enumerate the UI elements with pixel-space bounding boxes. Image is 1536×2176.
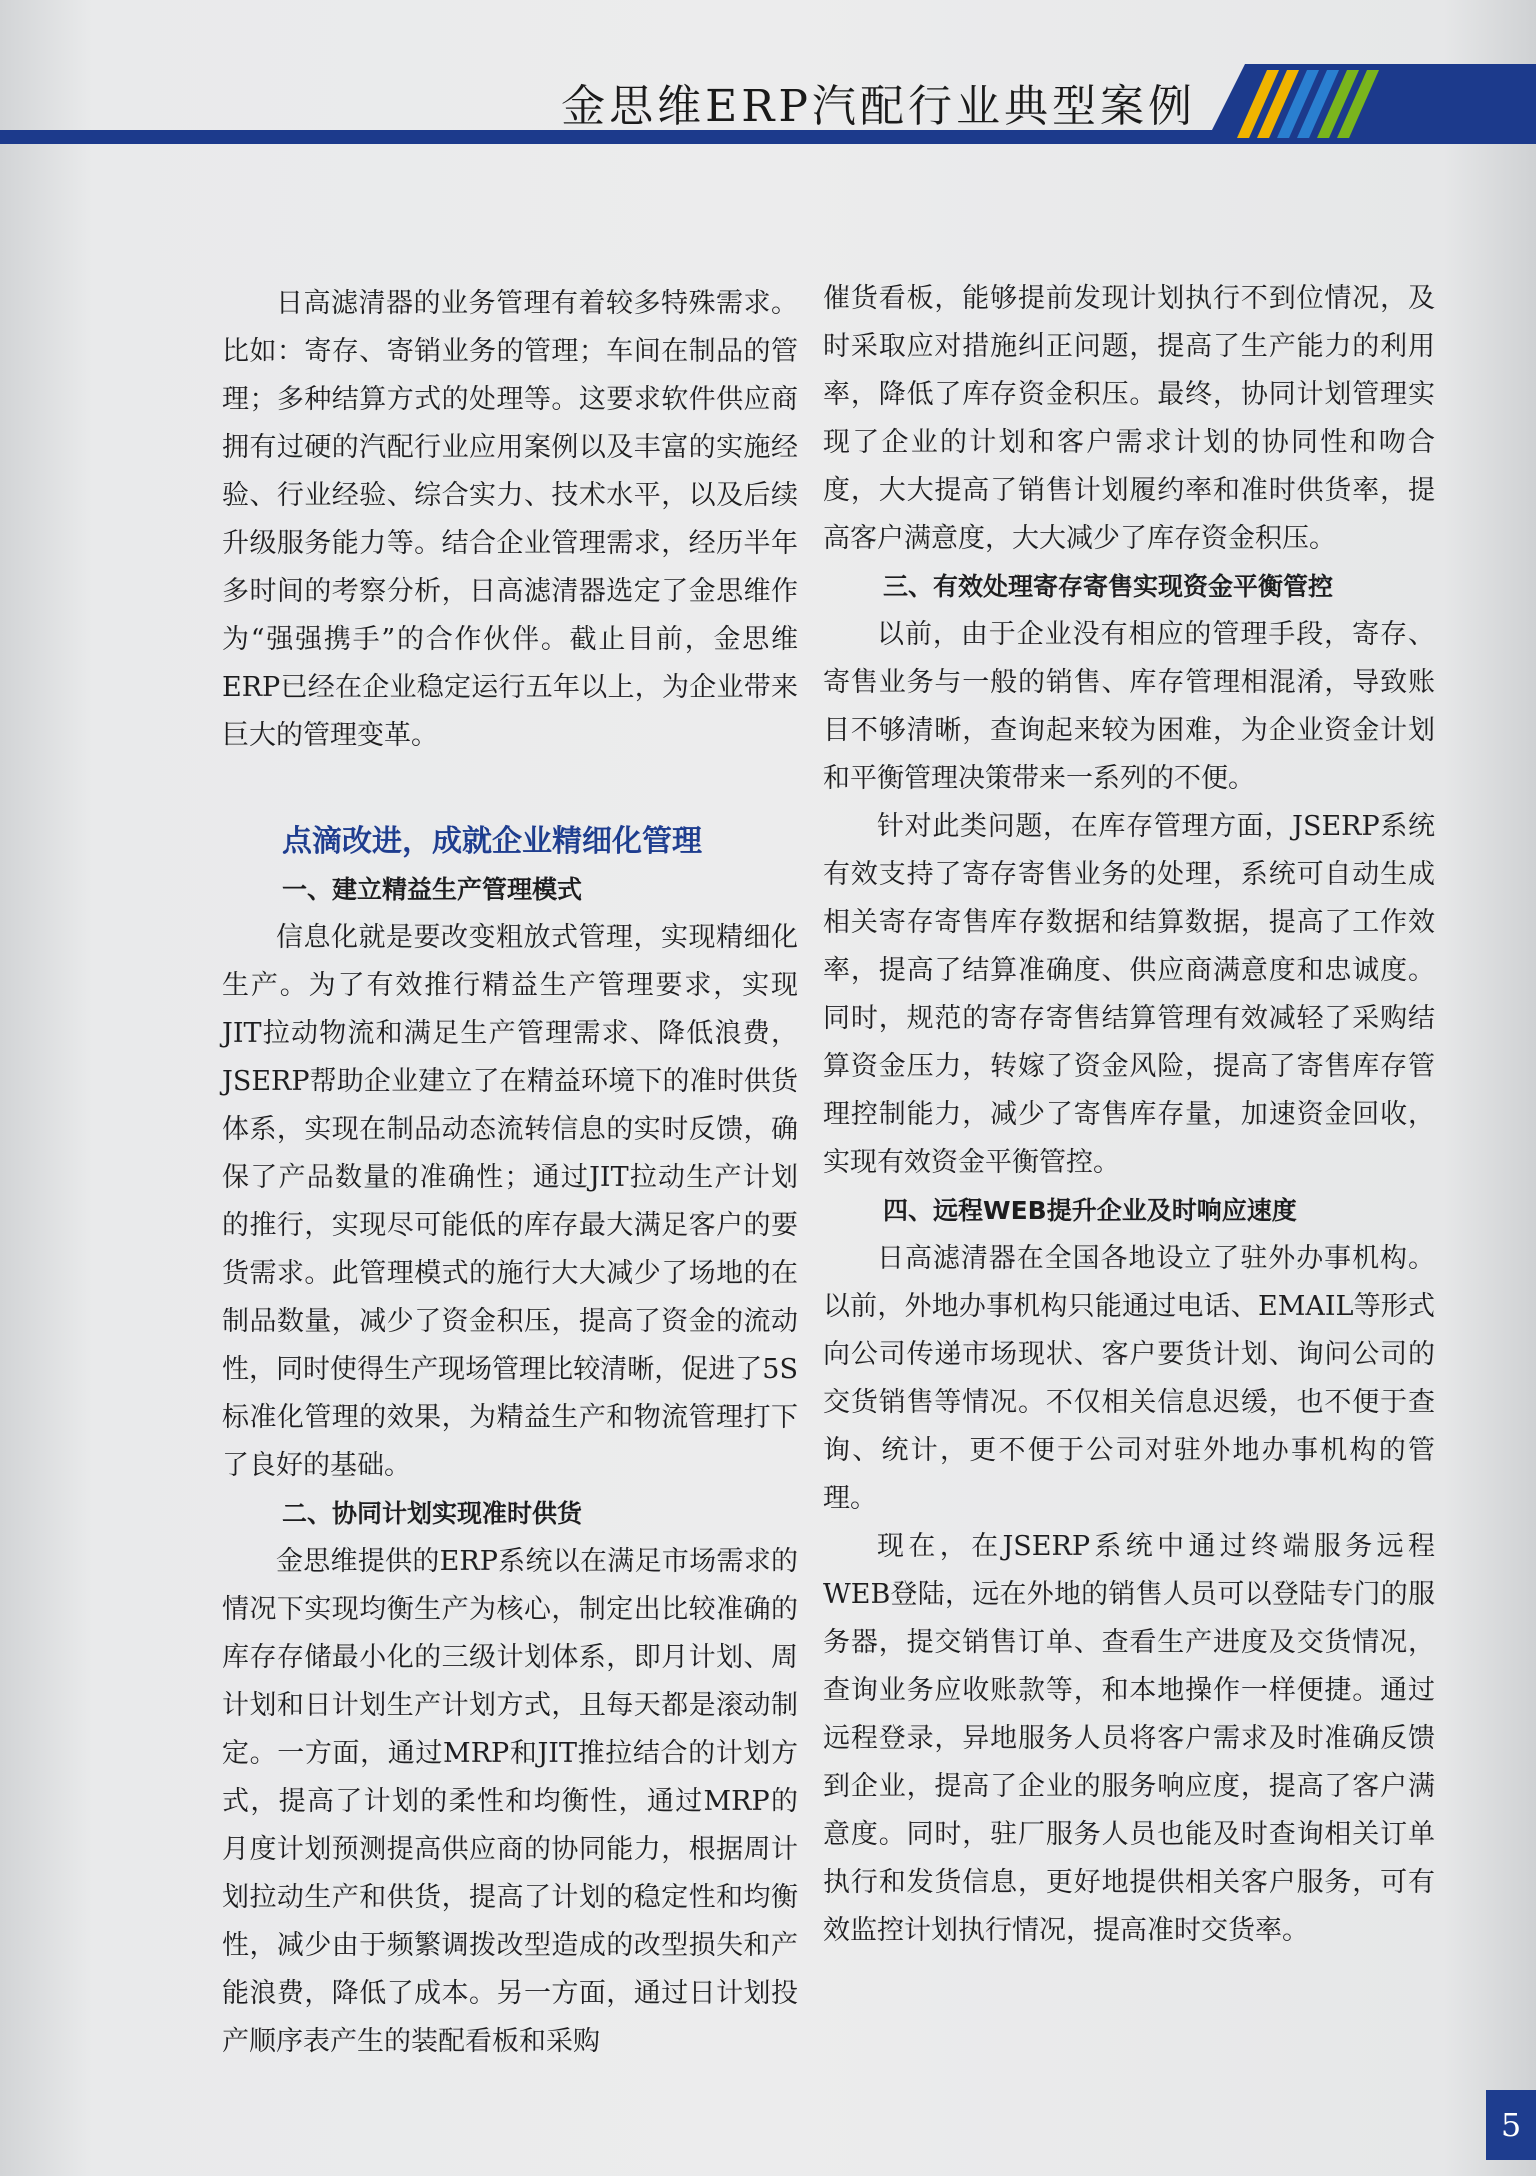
heading-collaborative-planning: 二、协同计划实现准时供货 (282, 1499, 583, 1528)
heading-consignment: 三、有效处理寄存寄售实现资金平衡管控 (883, 572, 1334, 601)
heading-remote-web: 四、远程WEB提升企业及时响应速度 (883, 1196, 1297, 1225)
paragraph-continued: 催货看板，能够提前发现计划执行不到位情况，及时采取应对措施纠正问题，提高了生产能力的利用率，降低了库存资金积压。最终，协同计划管理实现了企业的计划和客户需求计划的协同性和吻合度，大大提高了销售计划履约率和准时供货率，提高客户满意度，大大减少了库存资金积压。 (823, 283, 1435, 554)
header-stripes-decoration (1205, 64, 1536, 144)
paragraph-collaborative-planning: 金思维提供的ERP系统以在满足市场需求的情况下实现均衡生产为核心，制定出比较准确的库存存储最小化的三级计划体系，即月计划、周计划和日计划生产计划方式，且每天都是滚动制定。一方面，通过MRP和JIT推拉结合的计划方式，提高了计划的柔性和均衡性，通过MRP的月度计划预测提高供应商的协同能力，根据周计划拉动生产和供货，提高了计划的稳定性和均衡性，减少由于频繁调拨改型造成的改型损失和产能浪费，降低了成本。另一方面，通过日计划投产顺序表产生的装配看板和采购 (222, 1546, 798, 2057)
intro-paragraph: 日高滤清器的业务管理有着较多特殊需求。比如：寄存、寄销业务的管理；车间在制品的管理；多种结算方式的处理等。这要求软件供应商拥有过硬的汽配行业应用案例以及丰富的实施经验、行业经验、综合实力、技术水平，以及后续升级服务能力等。结合企业管理需求，经历半年多时间的考察分析，日高滤清器选定了金思维作为“强强携手”的合作伙伴。截止目前，金思维ERP已经在企业稳定运行五年以上，为企业带来巨大的管理变革。 (222, 288, 798, 751)
left-column (222, 280, 798, 2066)
section-title: 点滴改进，成就企业精细化管理 (282, 824, 702, 859)
paragraph-lean-production: 信息化就是要改变粗放式管理，实现精细化生产。为了有效推行精益生产管理要求，实现JIT拉动物流和满足生产管理需求、降低浪费，JSERP帮助企业建立了在精益环境下的准时供货体系，实现在制品动态流转信息的实时反馈，确保了产品数量的准确性；通过JIT拉动生产计划的推行，实现尽可能低的库存最大满足客户的要货需求。此管理模式的施行大大减少了场地的在制品数量，减少了资金积压，提高了资金的流动性，同时使得生产现场管理比较清晰，促进了5S标准化管理的效果，为精益生产和物流管理打下了良好的基础。 (222, 922, 798, 1481)
paragraph-consignment-solution: 针对此类问题，在库存管理方面，JSERP系统有效支持了寄存寄售业务的处理，系统可自动生成相关寄存寄售库存数据和结算数据，提高了工作效率，提高了结算准确度、供应商满意度和忠诚度。同时，规范的寄存寄售结算管理有效减轻了采购结算资金压力，转嫁了资金风险，提高了寄售库存管理控制能力，减少了寄售库存量，加速资金回收，实现有效资金平衡管控。 (823, 811, 1435, 1178)
header-title: 金思维ERP汽配行业典型案例 (561, 81, 1196, 132)
paragraph-consignment-problem: 以前，由于企业没有相应的管理手段，寄存、寄售业务与一般的销售、库存管理相混淆，导致账目不够清晰，查询起来较为困难，为企业资金计划和平衡管理决策带来一系列的不便。 (823, 619, 1435, 794)
paragraph-remote-web-before: 日高滤清器在全国各地设立了驻外办事机构。以前，外地办事机构只能通过电话、EMAIL等形式向公司传递市场现状、客户要货计划、询问公司的交货销售等情况。不仅相关信息迟缓，也不便于查询、统计，更不便于公司对驻外地办事机构的管理。 (823, 1243, 1435, 1514)
right-column (823, 275, 1435, 1955)
heading-lean-production: 一、建立精益生产管理模式 (282, 875, 583, 904)
paragraph-remote-web-now: 现在，在JSERP系统中通过终端服务远程WEB登陆，远在外地的销售人员可以登陆专门的服务器，提交销售订单、查看生产进度及交货情况，查询业务应收账款等，和本地操作一样便捷。通过远程登录，异地服务人员将客户需求及时准确反馈到企业，提高了企业的服务响应度，提高了客户满意度。同时，驻厂服务人员也能及时查询相关订单执行和发货信息，更好地提供相关客户服务，可有效监控计划执行情况，提高准时交货率。 (823, 1531, 1435, 1946)
page-number: 5 (1486, 2090, 1536, 2160)
